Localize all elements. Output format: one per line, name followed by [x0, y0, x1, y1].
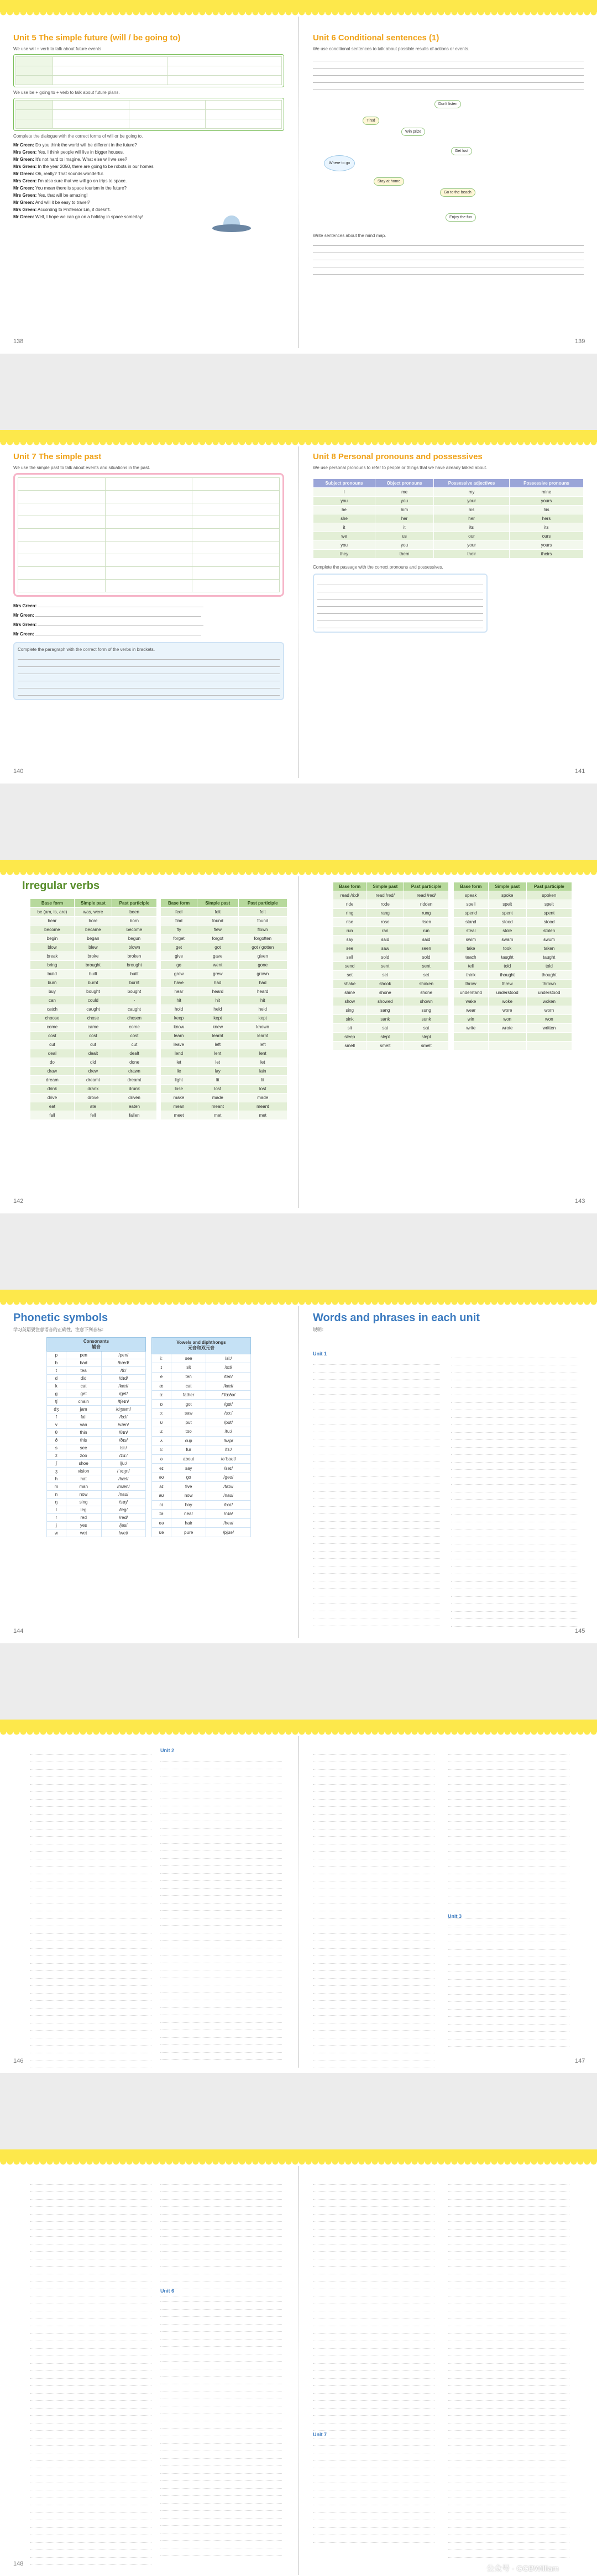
table-row: θ thin /θɪn/	[47, 1429, 146, 1437]
gutter	[298, 876, 299, 1208]
table-row: wake woke woken	[454, 997, 572, 1006]
table-row: ʌ cup /kʌp/	[152, 1436, 251, 1445]
table-row: f fall /fɔ:l/	[47, 1413, 146, 1421]
table-row: deal dealt dealt	[30, 1049, 157, 1058]
paragraph-box	[13, 642, 284, 700]
dialogue-line: Mrs Green: Yes, that will be amazing!	[13, 193, 88, 198]
table-row: begin began begun	[30, 934, 157, 943]
table-row: teach taught taught	[454, 953, 572, 962]
dialogue-line: Mrs Green: Yes. I think people will live in bigger houses.	[13, 150, 124, 155]
mind-node: Get lost	[451, 147, 472, 155]
unit-heading: Unit 1	[313, 1351, 327, 1357]
table-row: smell smelt smelt	[333, 1042, 449, 1050]
will-table	[13, 54, 284, 87]
table-row: ring rang rung	[333, 909, 449, 918]
spread-irregular-verbs	[0, 860, 597, 1213]
table-row: e ten /ten/	[152, 1372, 251, 1381]
table-row: b bad /bæd/	[47, 1359, 146, 1367]
page-138	[13, 33, 284, 220]
table-row: cut cut cut	[30, 1040, 157, 1049]
page-title: Unit 6 Conditional sentences (1)	[313, 33, 439, 43]
table-row: drink drank drunk	[30, 1085, 157, 1094]
table-row: say said said	[333, 935, 449, 944]
table-row: ride rode ridden	[333, 900, 449, 909]
table-row: feel felt felt	[161, 908, 287, 917]
table-row: catch caught caught	[30, 1005, 157, 1014]
page-number: 142	[13, 1198, 24, 1205]
wave-band	[0, 860, 597, 872]
table-row: eɪ say /seɪ/	[152, 1464, 251, 1473]
dialogue-line: Mr Green: Well, I hope we can go on a holiday in space someday!	[13, 214, 144, 219]
page-number: 141	[575, 768, 585, 775]
table-row: əʊ go /gəʊ/	[152, 1473, 251, 1482]
col-header: Possessive adjectives	[434, 479, 510, 488]
unit-heading: Unit 6	[160, 2288, 175, 2294]
table-row: ʃ shoe /ʃu:/	[47, 1460, 146, 1468]
table-row: mean meant meant	[161, 1102, 287, 1111]
dialogue-line: Mr Green: And will it be easy to travel?	[13, 200, 90, 205]
table-row: cost cost cost	[30, 1032, 157, 1040]
table-row: k cat /kæt/	[47, 1382, 146, 1390]
table-row: aɪ five /faɪv/	[152, 1482, 251, 1491]
wave-band	[0, 2149, 597, 2162]
dialogue-line: Mr Green: It's not hard to imagine. What else will we see?	[13, 157, 128, 162]
table-row: know knew known	[161, 1023, 287, 1032]
wave-band	[0, 430, 597, 442]
word-list-col	[451, 1350, 578, 1610]
table-row: hold held held	[161, 1005, 287, 1014]
table-row: make made made	[161, 1094, 287, 1102]
table-row: fall fell fallen	[30, 1111, 157, 1120]
task-text: Write sentences about the mind map.	[313, 233, 386, 238]
mind-node: Go to the beach	[440, 188, 475, 197]
col-header: Object pronouns	[375, 479, 434, 488]
rule-lines	[313, 54, 584, 90]
word-list-col	[30, 1747, 151, 2046]
simple-past-box	[13, 473, 284, 597]
table-row: s see /si:/	[47, 1444, 146, 1452]
table-row: fly flew flown	[161, 926, 287, 934]
table-row: rise rose risen	[333, 918, 449, 927]
table-row: ɔ: saw /sɔ:/	[152, 1408, 251, 1418]
table-row: d did /dɪd/	[47, 1375, 146, 1382]
gutter	[298, 2166, 299, 2575]
task-text: Complete the dialogue with the correct forms of will or be going to.	[13, 134, 143, 139]
table-row: send sent sent	[333, 962, 449, 971]
table-row: come came come	[30, 1023, 157, 1032]
table-row: w wet /wet/	[47, 1529, 146, 1537]
task-text: Complete the paragraph with the correct form of the verbs in brackets.	[18, 647, 155, 652]
dialogue	[13, 141, 196, 220]
table-row: forget forgot forgotten	[161, 934, 287, 943]
mind-center: Where to go	[324, 155, 355, 171]
table-row: u: too /tu:/	[152, 1427, 251, 1437]
table-row: bear bore born	[30, 917, 157, 926]
page-title: Phonetic symbols	[13, 1312, 108, 1324]
table-row: shake shook shaken	[333, 980, 449, 989]
mind-node: Enjoy the fun	[446, 213, 476, 222]
table-row: sell sold sold	[333, 953, 449, 962]
unit-heading: Unit 3	[448, 1913, 462, 1919]
table-row: spell spelt spelt	[454, 900, 572, 909]
note-text: 说明：	[313, 1327, 326, 1332]
table-row: dream dreamt dreamt	[30, 1076, 157, 1085]
table-row: hit hit hit	[161, 996, 287, 1005]
table-row: buy bought bought	[30, 987, 157, 996]
table-row: shine shone shone	[333, 989, 449, 997]
table-row: g get /get/	[47, 1390, 146, 1398]
table-row: it it its its	[313, 523, 584, 532]
table-row: ɑ: father /ˈfɑ:ðə/	[152, 1390, 251, 1400]
dialogue-line: Mr Green:	[13, 628, 284, 638]
page-number: 145	[575, 1628, 585, 1634]
page-title: Unit 7 The simple past	[13, 452, 102, 461]
table-row: keep kept kept	[161, 1014, 287, 1023]
page-title: Words and phrases in each unit	[313, 1312, 480, 1324]
table-row: he him his his	[313, 506, 584, 514]
going-to-table	[13, 98, 284, 131]
table-row: ɔɪ boy /bɔɪ/	[152, 1500, 251, 1510]
word-list-col	[313, 1350, 440, 1612]
table-row: read /ri:d/ read /red/ read /red/	[333, 891, 449, 900]
unit-heading: Unit 2	[160, 1748, 175, 1753]
table-row: let let let	[161, 1058, 287, 1067]
verb-table-d: Base form Simple past Past participle speak spoke spoken spell spelt spelt spend spent spent stand stood stood steal stole stolen swim swam swum take took taken teach taught taught tell told told think thought thought throw threw thrown understand understood understood wake woke woken wear wore worn win won won write wrote written	[453, 882, 572, 1050]
intro-text: We use the simple past to talk about events and situations in the past.	[13, 465, 150, 470]
dialogue-line: Mrs Green: In the year 2050, there are going to be robots in our homes.	[13, 164, 155, 169]
word-list-col	[160, 2177, 282, 2538]
table-row: they them their theirs	[313, 550, 584, 559]
table-row: grow grew grown	[161, 970, 287, 979]
table-row: spend spent spent	[454, 909, 572, 918]
task-text: Complete the passage with the correct pronouns and possessives.	[313, 565, 443, 570]
dialogue-line: Mr Green: Do you think the world will be different in the future?	[13, 143, 137, 148]
gutter	[298, 446, 299, 778]
word-list-col	[448, 1747, 569, 2042]
table-row: become became become	[30, 926, 157, 934]
table-row: æ cat /kæt/	[152, 1381, 251, 1391]
table-row: z zoo /zu:/	[47, 1452, 146, 1460]
table-row: sink sank sunk	[333, 1015, 449, 1024]
gutter	[298, 1306, 299, 1638]
unit-heading: Unit 7	[313, 2432, 327, 2437]
intro-text-2: We use be + going to + verb to talk about future plans.	[13, 90, 120, 95]
page-number: 138	[13, 338, 24, 345]
table-row: dʒ jam /dʒæm/	[47, 1406, 146, 1413]
table-row: give gave given	[161, 952, 287, 961]
dialogue-line: Mr Green: You mean there is space tourism in the future?	[13, 186, 127, 191]
spread-unit5-unit6	[0, 0, 597, 354]
page-141	[313, 452, 584, 633]
table-row: sleep slept slept	[333, 1033, 449, 1042]
word-list-col	[448, 2177, 569, 2531]
table-row: write wrote written	[454, 1024, 572, 1033]
table-row: be (am, is, are) was, were been	[30, 908, 157, 917]
table-row: r red /red/	[47, 1514, 146, 1522]
table-row: ʊə pure /pjʊə/	[152, 1528, 251, 1537]
page-number: 144	[13, 1628, 24, 1634]
verb-table-b: Base form Simple past Past participle feel felt felt find found found fly flew flown forget forgot forgotten get got got / gotten give gave given go went gone grow grew grown have had had hear heard heard hit hit hit hold held held keep kept kept know knew known learn learnt learnt leave left left lend lent lent let let let lie lay lain light lit lit lose lost lost make made made mean meant meant meet met met	[160, 898, 287, 1120]
dialogue-line: Mrs Green: I'm also sure that we will go on trips to space.	[13, 178, 127, 183]
page-number: 146	[13, 2058, 24, 2064]
table-row: stand stood stood	[454, 918, 572, 927]
table-row: find found found	[161, 917, 287, 926]
mind-node: Win prize	[401, 128, 425, 136]
table-row: you you your yours	[313, 541, 584, 550]
table-row: have had had	[161, 979, 287, 987]
table-row: meet met met	[161, 1111, 287, 1120]
page-number: 143	[575, 1198, 585, 1205]
watermark: 公众号 · GGBWilliam	[486, 2564, 559, 2573]
ufo-illustration	[212, 215, 251, 238]
table-row: choose chose chosen	[30, 1014, 157, 1023]
page-number: 140	[13, 768, 24, 775]
page-140	[13, 452, 284, 700]
page-145	[313, 1312, 584, 1357]
table-row	[454, 1033, 572, 1042]
table-row: ɒ got /gɒt/	[152, 1400, 251, 1409]
page-number: 139	[575, 338, 585, 345]
table-row: can could -	[30, 996, 157, 1005]
table-row: ɜ: fur /fɜ:/	[152, 1445, 251, 1455]
wave-band	[0, 1290, 597, 1302]
table-row: lend lent lent	[161, 1049, 287, 1058]
intro-text: We use conditional sentences to talk about possible results of actions or events.	[313, 46, 470, 51]
word-list-col	[30, 2177, 151, 2542]
table-row: ŋ sing /sɪŋ/	[47, 1499, 146, 1506]
table-row: draw drew drawn	[30, 1067, 157, 1076]
table-row: do did done	[30, 1058, 157, 1067]
pronoun-table	[313, 479, 584, 559]
table-row: sit sat sat	[333, 1024, 449, 1033]
table-row: i: see /si:/	[152, 1354, 251, 1363]
table-row: aʊ now /naʊ/	[152, 1491, 251, 1501]
table-row: think thought thought	[454, 971, 572, 980]
page-title: Unit 8 Personal pronouns and possessives	[313, 452, 483, 461]
table-row: win won won	[454, 1015, 572, 1024]
table-row: we us our ours	[313, 532, 584, 541]
table-row: swim swam swum	[454, 935, 572, 944]
table-row: steal stole stolen	[454, 927, 572, 935]
table-row: you you your yours	[313, 497, 584, 506]
dialogue	[13, 600, 284, 638]
spread-unit7-unit8	[0, 430, 597, 784]
table-row: light lit lit	[161, 1076, 287, 1085]
col-header: Possessive pronouns	[509, 479, 583, 488]
table-row: throw threw thrown	[454, 980, 572, 989]
mind-node: Stay at home	[374, 177, 404, 186]
verb-table-c: Base form Simple past Past participle read /ri:d/ read /red/ read /red/ ride rode ridden ring rang rung rise rose risen run ran run say said said see saw seen sell sold sold send sent sent set set set shake shook shaken shine shone shone show showed shown sing sang sung sink sank sunk sit sat sat sleep slept slept smell smelt smelt	[333, 882, 449, 1050]
table-row: ə about /əˈbaʊt/	[152, 1454, 251, 1464]
table-row: wear wore worn	[454, 1006, 572, 1015]
table-row: bring brought brought	[30, 961, 157, 970]
table-row: show showed shown	[333, 997, 449, 1006]
table-row: see saw seen	[333, 944, 449, 953]
word-list-col	[160, 1747, 282, 2042]
page-139	[313, 33, 584, 275]
dialogue-line: Mr Green:	[13, 609, 284, 619]
table-row: h hat /hæt/	[47, 1475, 146, 1483]
table-row: blow blew blown	[30, 943, 157, 952]
table-row: break broke broken	[30, 952, 157, 961]
table-row: l leg /leg/	[47, 1506, 146, 1514]
table-row: ɪə near /nɪə/	[152, 1510, 251, 1519]
intro-text: We use will + verb to talk about future events.	[13, 46, 103, 51]
table-row: go went gone	[161, 961, 287, 970]
mind-node: Don't listen	[434, 100, 461, 108]
verb-table-a: Base form Simple past Past participle be (am, is, are) was, were been bear bore born become became become begin began begun blow blew blown break broke broken bring brought brought build built built burn burnt burnt buy bought bought can could - catch caught caught choose chose chosen come came come cost cost cost cut cut cut deal dealt dealt do did done draw drew drawn dream dreamt dreamt drink drank drunk drive drove driven eat ate eaten fall fell fallen	[30, 898, 157, 1120]
page-number: 148	[13, 2561, 24, 2567]
vowel-table: Vowels and diphthongs 元音和双元音 i: see /si:/ ɪ sit /sɪt/ e ten /ten/ æ cat /kæt/ ɑ: father /ˈfɑ:ðə/ ɒ got /gɒt/ ɔ: saw /sɔ:/ ʊ put /pʊt/ u: too /tu:/ ʌ cup /kʌp/ ɜ: fur /fɜ:/ ə about /əˈbaʊt/ eɪ say /seɪ/ əʊ go /gəʊ/ aɪ five /faɪv/ aʊ now /naʊ/ ɔɪ boy /bɔɪ/ ɪə near /nɪə/ eə hair /heə/ ʊə pure /pjʊə/	[151, 1337, 251, 1537]
spread-word-lists-1	[0, 1720, 597, 2073]
table-row: learn learnt learnt	[161, 1032, 287, 1040]
dialogue-line: Mrs Green: According to Professor Lin, it doesn't.	[13, 207, 111, 212]
gutter	[298, 1736, 299, 2068]
table-row: get got got / gotten	[161, 943, 287, 952]
table-row: n now /naʊ/	[47, 1491, 146, 1499]
table-row: p pen /pen/	[47, 1352, 146, 1359]
mind-node: Tired	[363, 117, 379, 125]
table-row: m man /mæn/	[47, 1483, 146, 1491]
table-row: leave left left	[161, 1040, 287, 1049]
table-row: j yes /jes/	[47, 1522, 146, 1529]
table-row: tell told told	[454, 962, 572, 971]
table-row: t tea /ti:/	[47, 1367, 146, 1375]
table-row: speak spoke spoken	[454, 891, 572, 900]
spread-phonetics-words	[0, 1290, 597, 1643]
gutter	[298, 17, 299, 348]
table-row: ʊ put /pʊt/	[152, 1418, 251, 1427]
page-title: Irregular verbs	[22, 880, 100, 892]
letter-box	[313, 574, 488, 633]
table-row: sing sang sung	[333, 1006, 449, 1015]
table-row: eə hair /heə/	[152, 1518, 251, 1528]
table-row: burn burnt burnt	[30, 979, 157, 987]
table-row	[454, 1042, 572, 1050]
answer-lines	[313, 239, 584, 275]
wave-band	[0, 1720, 597, 1732]
mind-map	[313, 94, 584, 233]
table-row: run ran run	[333, 927, 449, 935]
dialogue-line: Mr Green: Oh, really? That sounds wonderful.	[13, 171, 104, 176]
table-row: ɪ sit /sɪt/	[152, 1363, 251, 1373]
table-row: drive drove driven	[30, 1094, 157, 1102]
spread-word-lists-2	[0, 2149, 597, 2576]
dialogue-line: Mrs Green:	[13, 600, 284, 609]
table-row: hear heard heard	[161, 987, 287, 996]
table-row: tʃ chain /tʃeɪn/	[47, 1398, 146, 1406]
table-row: understand understood understood	[454, 989, 572, 997]
intro-text: We use personal pronouns to refer to people or things that we have already talked about.	[313, 465, 488, 470]
page-number: 147	[575, 2058, 585, 2064]
table-row: lie lay lain	[161, 1067, 287, 1076]
table-row: take took taken	[454, 944, 572, 953]
table-row: eat ate eaten	[30, 1102, 157, 1111]
table-row: I me my mine	[313, 488, 584, 497]
word-list-col	[313, 2177, 434, 2538]
table-row: v van /væn/	[47, 1421, 146, 1429]
table-row: build built built	[30, 970, 157, 979]
page-144	[13, 1312, 284, 1537]
word-list-col	[313, 1747, 434, 2046]
note-text: 学习英语要注意语音的正确性，注意下列音标：	[13, 1327, 106, 1332]
table-row: she her her hers	[313, 514, 584, 523]
col-header: Subject pronouns	[313, 479, 375, 488]
wave-band	[0, 0, 597, 12]
consonant-table: Consonants 辅音 p pen /pen/ b bad /bæd/ t tea /ti:/ d did /dɪd/ k cat /kæt/ g get /get/ tʃ chain /tʃeɪn/ dʒ jam /dʒæm/ f fall /fɔ:l/ v van /væn/ θ thin /θɪn/ ð this /ðɪs/ s see /si:/ z zoo /zu:/ ʃ shoe /ʃu:/ ʒ vision /ˈvɪʒn/ h hat /hæt/ m man /mæn/ n now /naʊ/ ŋ sing /sɪŋ/ l leg /leg/ r red /red/ j yes /jes/ w wet /wet/	[46, 1337, 146, 1537]
table-row: lose lost lost	[161, 1085, 287, 1094]
dialogue-line: Mrs Green:	[13, 619, 284, 628]
table-row: ʒ vision /ˈvɪʒn/	[47, 1468, 146, 1475]
page-title: Unit 5 The simple future (will / be going to)	[13, 33, 181, 43]
table-row: set set set	[333, 971, 449, 980]
table-row: ð this /ðɪs/	[47, 1437, 146, 1444]
